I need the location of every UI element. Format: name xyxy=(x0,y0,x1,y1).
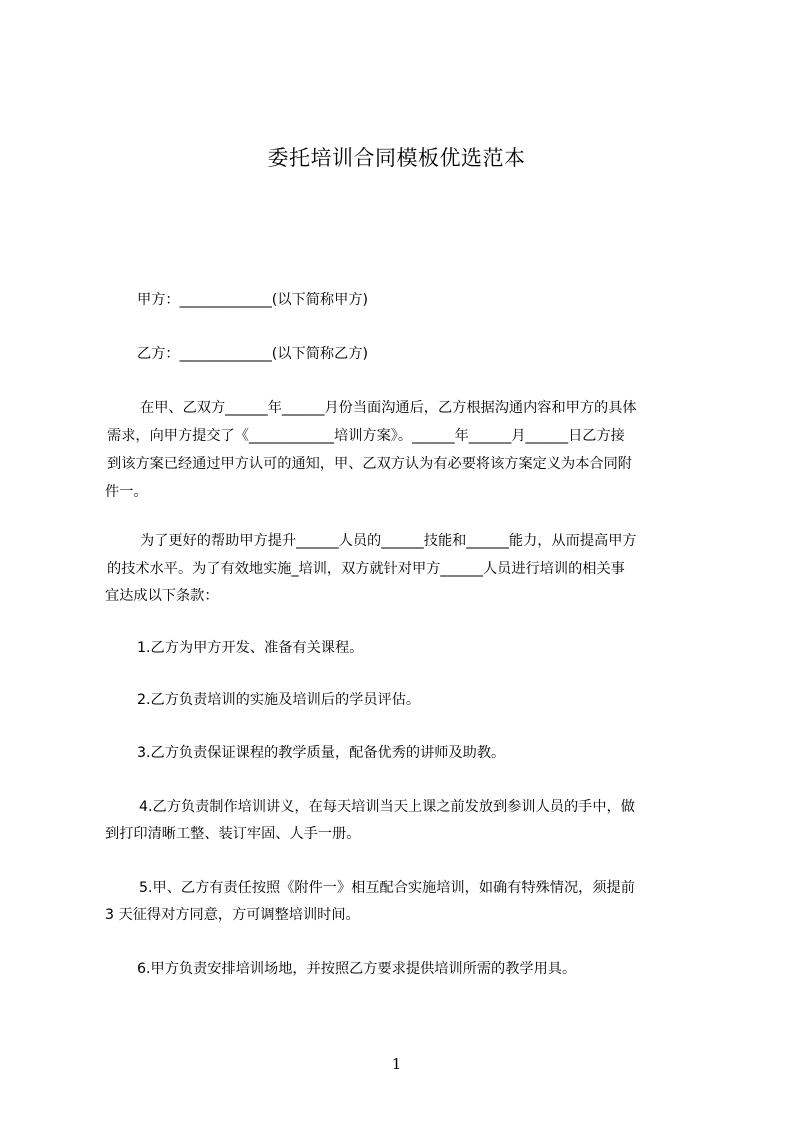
party-a-line: 甲方：_____________(以下简称甲方) xyxy=(137,292,368,308)
page-number: 1 xyxy=(391,1055,402,1073)
paragraph-1-line-1: 在甲、乙双方______年______月份当面沟通后，乙方根据沟通内容和甲方的具体 xyxy=(140,400,637,416)
clause-1: 1.乙方为甲方开发、准备有关课程。 xyxy=(137,640,364,656)
clause-3: 3.乙方负责保证课程的教学质量，配备优秀的讲师及助教。 xyxy=(137,745,506,761)
paragraph-2-line-1: 为了更好的帮助甲方提升______人员的______技能和______能力，从而提高甲方 xyxy=(140,533,637,549)
document-title: 委托培训合同模板优选范本 xyxy=(267,146,526,170)
party-b-line: 乙方：_____________(以下简称乙方) xyxy=(137,346,368,362)
paragraph-2-line-2: 的技术水平。为了有效地实施_培训，双方就针对甲方______人员进行培训的相关事 xyxy=(107,561,625,577)
clause-2: 2.乙方负责培训的实施及培训后的学员评估。 xyxy=(137,692,421,708)
paragraph-1-line-4: 件一。 xyxy=(105,484,148,500)
clause-6: 6.甲方负责安排培训场地，并按照乙方要求提供培训所需的教学用具。 xyxy=(137,961,577,977)
clause-5-line-2: 3 天征得对方同意，方可调整培训时间。 xyxy=(105,907,360,923)
paragraph-1-line-2: 需求，向甲方提交了《____________培训方案》。______年______月______日乙方接 xyxy=(107,428,625,444)
clause-4-line-2: 到打印清晰工整、装订牢固、人手一册。 xyxy=(105,826,361,842)
paragraph-2-line-3: 宜达成以下条款： xyxy=(105,588,219,604)
paragraph-1-line-3: 到该方案已经通过甲方认可的通知，甲、乙双方认为有必要将该方案定义为本合同附 xyxy=(107,456,632,472)
clause-5-line-1: 5.甲、乙方有责任按照《附件一》相互配合实施培训，如确有特殊情况，须提前 xyxy=(139,880,635,896)
clause-4-line-1: 4.乙方负责制作培训讲义，在每天培训当天上课之前发放到参训人员的手中，做 xyxy=(139,799,635,815)
